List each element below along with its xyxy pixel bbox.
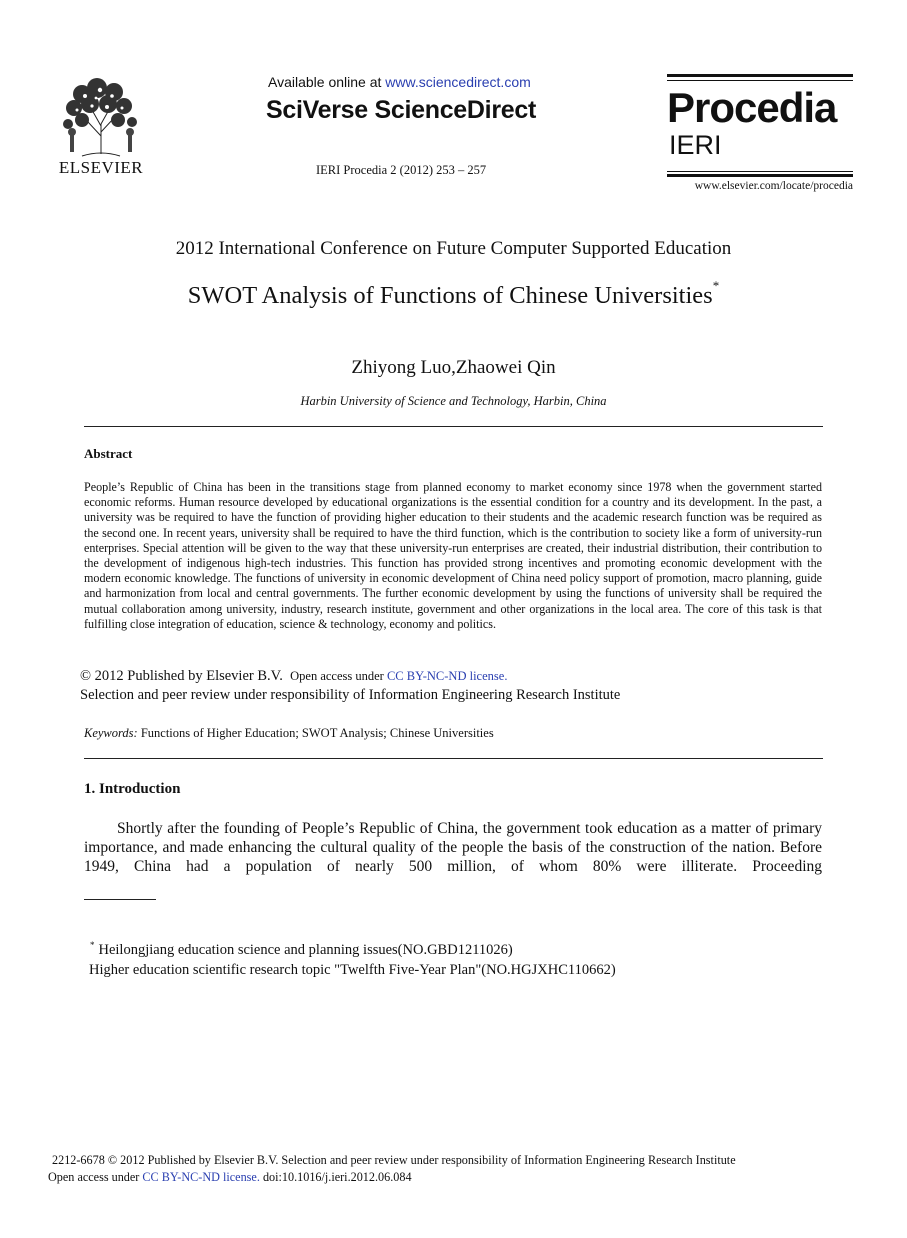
footnote-1: [90, 942, 513, 959]
sciencedirect-link[interactable]: www.sciencedirect.com: [385, 74, 531, 90]
abstract-heading: Abstract: [84, 446, 133, 461]
affiliation: Harbin University of Science and Technology, Harbin, China: [300, 394, 607, 408]
procedia-name: Procedia: [667, 84, 837, 131]
section-heading-introduction: 1. Introduction: [84, 781, 181, 797]
journal-reference: IERI Procedia 2 (2012) 253 – 257: [316, 163, 487, 177]
copyright-text: © 2012 Published by Elsevier B.V.: [80, 668, 283, 684]
footer-open-access: [48, 1170, 412, 1185]
procedia-bottom-rule: [667, 174, 853, 177]
divider-bottom: [84, 758, 823, 759]
keywords-text: Functions of Higher Education; SWOT Analysis; Chinese Universities: [140, 726, 494, 740]
procedia-sub: IERI: [669, 130, 722, 160]
keywords-label: Keywords:: [84, 726, 138, 740]
footnote-2: Higher education scientific research topic "Twelfth Five-Year Plan"(NO.HGJXHC110662): [89, 962, 616, 978]
copyright-line: [80, 668, 507, 685]
procedia-url[interactable]: www.elsevier.com/locate/procedia: [694, 180, 853, 192]
available-online-line: [268, 74, 531, 90]
conference-name: 2012 International Conference on Future Computer Supported Education: [175, 238, 732, 259]
footer-license-link[interactable]: CC BY-NC-ND license.: [142, 1170, 260, 1184]
footer-copyright: 2212-6678 © 2012 Published by Elsevier B.V. Selection and peer review under responsibility of Information Engineering Research Institute: [52, 1153, 736, 1167]
authors: Zhiyong Luo,Zhaowei Qin: [351, 357, 556, 378]
footer-open-access-label: Open access under: [48, 1170, 143, 1184]
footnote-rule: [84, 899, 156, 900]
introduction-paragraph: Shortly after the founding of People’s Republic of China, the government took education as a matter of primary importance, and made enhancing the cultural quality of the people the basis of the construction of the nation. Before 1949, China had a population of nearly 500 million, of whom 80% were illiterate. Proceeding: [84, 820, 822, 876]
procedia-logo: [667, 74, 853, 177]
license-link[interactable]: CC BY-NC-ND license.: [386, 669, 508, 683]
procedia-top-rule-thin: [667, 80, 853, 81]
open-access-label: Open access under: [290, 669, 387, 683]
title-footnote-marker[interactable]: *: [712, 278, 720, 293]
paper-title-text: SWOT Analysis of Functions of Chinese Universities: [187, 282, 713, 309]
procedia-bottom-rule-thin: [667, 171, 853, 172]
divider-top: [84, 426, 823, 427]
footer-doi[interactable]: doi:10.1016/j.ieri.2012.06.084: [259, 1170, 412, 1184]
sciverse-sciencedirect-logo: SciVerse ScienceDirect: [266, 96, 536, 124]
peer-review-statement: Selection and peer review under responsibility of Information Engineering Research Institute: [80, 687, 621, 703]
elsevier-wordmark: ELSEVIER: [58, 158, 144, 177]
footnote-marker: *: [90, 940, 95, 950]
abstract-text: People’s Republic of China has been in the transitions stage from planned economy to market economy since 1978 when the government started economic reforms. Human resource developed by educational organizations is the essential condition for a country and its development. In the past, a university was be required to have the function of providing higher education to their students and the academic research function was be required as the second one. In recent years, university shall be required to have the third function, which is the contribution to society like a form of university-run enterprises. Special attention will be given to the way that these university-run enterprises are created, their industrial distribution, their contribution to the development of indigenous high-tech industries. This function has provided strong incentives and promoting economic development with the modern economic knowledge. The functions of university in economic development of China need policy support of promotion, macro planning, guide and harmonization from local and central governments. The further economic development by using the functions of university shall be required the mutual collaboration among university, industry, research institute, government and other organizations in the local area. The core of this task is that fulfilling close integration of education, science & technology, economy and politics.: [84, 480, 822, 631]
keywords-line: [84, 726, 494, 741]
footnote-1-text: Heilongjiang education science and planning issues(NO.GBD1211026): [98, 942, 513, 958]
procedia-top-rule: [667, 74, 853, 77]
available-online-prefix: Available online at: [268, 74, 386, 90]
paper-title: [0, 278, 907, 310]
